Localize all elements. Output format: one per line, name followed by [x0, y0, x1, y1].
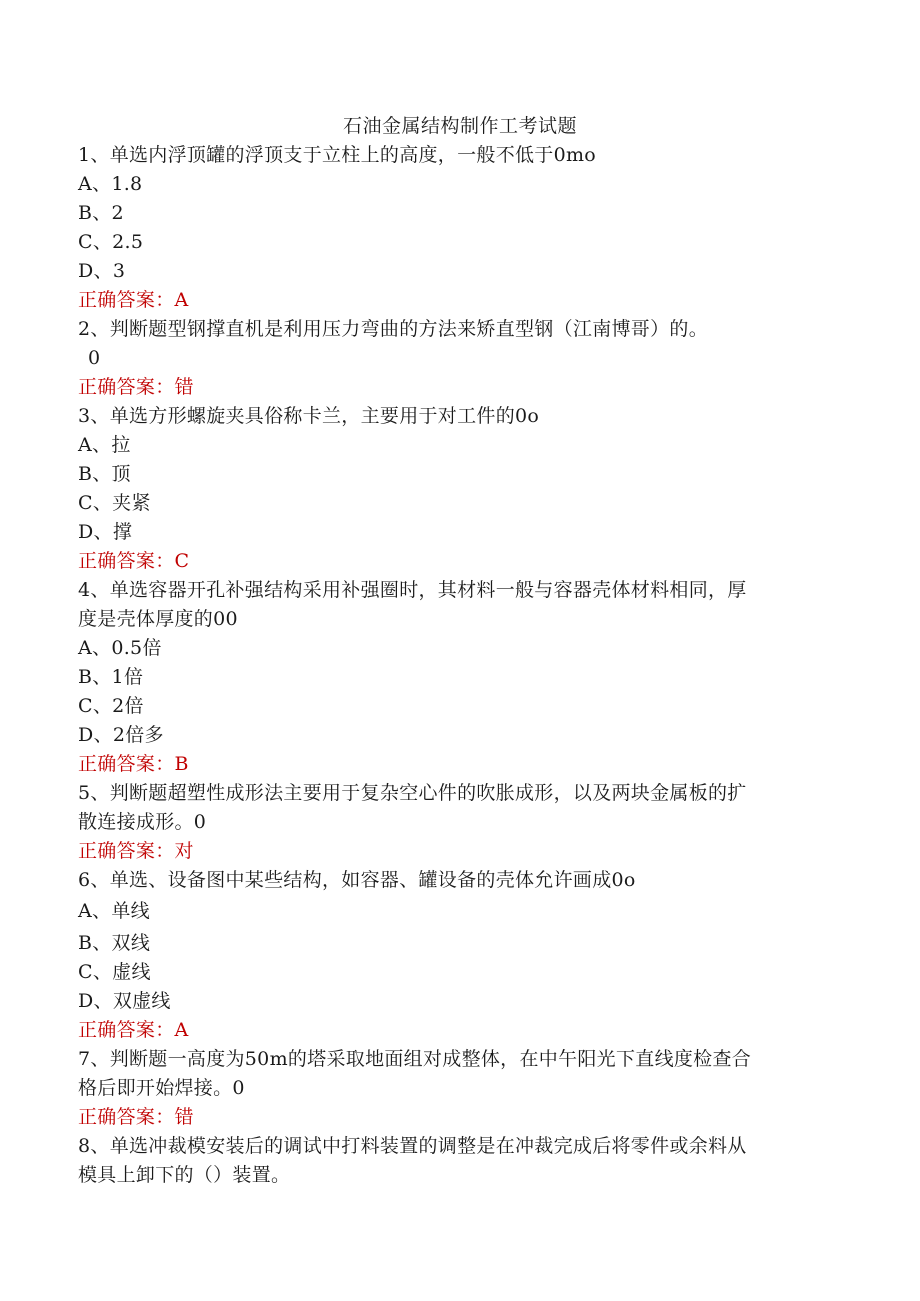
question-6-answer: 正确答案：A: [78, 1019, 189, 1041]
question-1-option-c: C、2.5: [78, 231, 144, 253]
question-5-answer: 正确答案：对: [78, 840, 194, 862]
question-6-stem: 6、单选、设备图中某些结构，如容器、罐设备的壳体允许画成0o: [78, 869, 636, 891]
question-6-option-b: B、双线: [78, 932, 151, 954]
question-4-answer: 正确答案：B: [78, 753, 189, 775]
question-7-stem: 7、判断题一高度为50m的塔采取地面组对成整体，在中午阳光下直线度检查合: [78, 1048, 752, 1070]
question-1-answer: 正确答案：A: [78, 289, 189, 311]
question-3-answer: 正确答案：C: [78, 550, 190, 572]
question-4-stem: 4、单选容器开孔补强结构采用补强圈时，其材料一般与容器壳体材料相同，厚: [78, 579, 747, 601]
question-6-option-d: D、双虚线: [78, 990, 171, 1012]
question-3-option-a: A、拉: [78, 434, 131, 456]
question-2-stem-continued: 0: [88, 347, 101, 369]
question-7-stem-continued: 格后即开始焊接。0: [78, 1077, 245, 1099]
question-3-option-b: B、顶: [78, 463, 131, 485]
question-2-stem: 2、判断题型钢撑直机是利用压力弯曲的方法来矫直型钢（江南博哥）的。: [78, 318, 708, 340]
question-3-option-d: D、撑: [78, 521, 133, 543]
question-5-stem: 5、判断题超塑性成形法主要用于复杂空心件的吹胀成形，以及两块金属板的扩: [78, 782, 747, 804]
question-2-answer: 正确答案：错: [78, 376, 194, 398]
question-1-option-a: A、1.8: [78, 173, 143, 195]
question-7-answer: 正确答案：错: [78, 1106, 194, 1128]
question-4-option-c: C、2倍: [78, 695, 144, 717]
question-6-option-c: C、虚线: [78, 961, 151, 983]
question-list: [78, 141, 838, 1190]
question-5-stem-continued: 散连接成形。0: [78, 811, 207, 833]
question-6-option-a: A、单线: [78, 900, 150, 922]
question-1-stem: 1、单选内浮顶罐的浮顶支于立柱上的高度，一般不低于0mo: [78, 144, 597, 166]
question-4-option-b: B、1倍: [78, 666, 144, 688]
document-title: 石油金属结构制作工考试题: [342, 115, 577, 137]
question-1-option-d: D、3: [78, 260, 126, 282]
question-4-option-d: D、2倍多: [78, 724, 164, 746]
question-4-stem-continued: 度是壳体厚度的00: [78, 608, 238, 630]
question-3-stem: 3、单选方形螺旋夹具俗称卡兰，主要用于对工件的0o: [78, 405, 540, 427]
question-3-option-c: C、夹紧: [78, 492, 151, 514]
question-8-stem-continued: 模具上卸下的（）装置。: [78, 1164, 291, 1186]
question-4-option-a: A、0.5倍: [78, 637, 162, 659]
question-8-stem: 8、单选冲裁模安装后的调试中打料装置的调整是在冲裁完成后将零件或余料从: [78, 1135, 747, 1157]
question-1-option-b: B、2: [78, 202, 124, 224]
